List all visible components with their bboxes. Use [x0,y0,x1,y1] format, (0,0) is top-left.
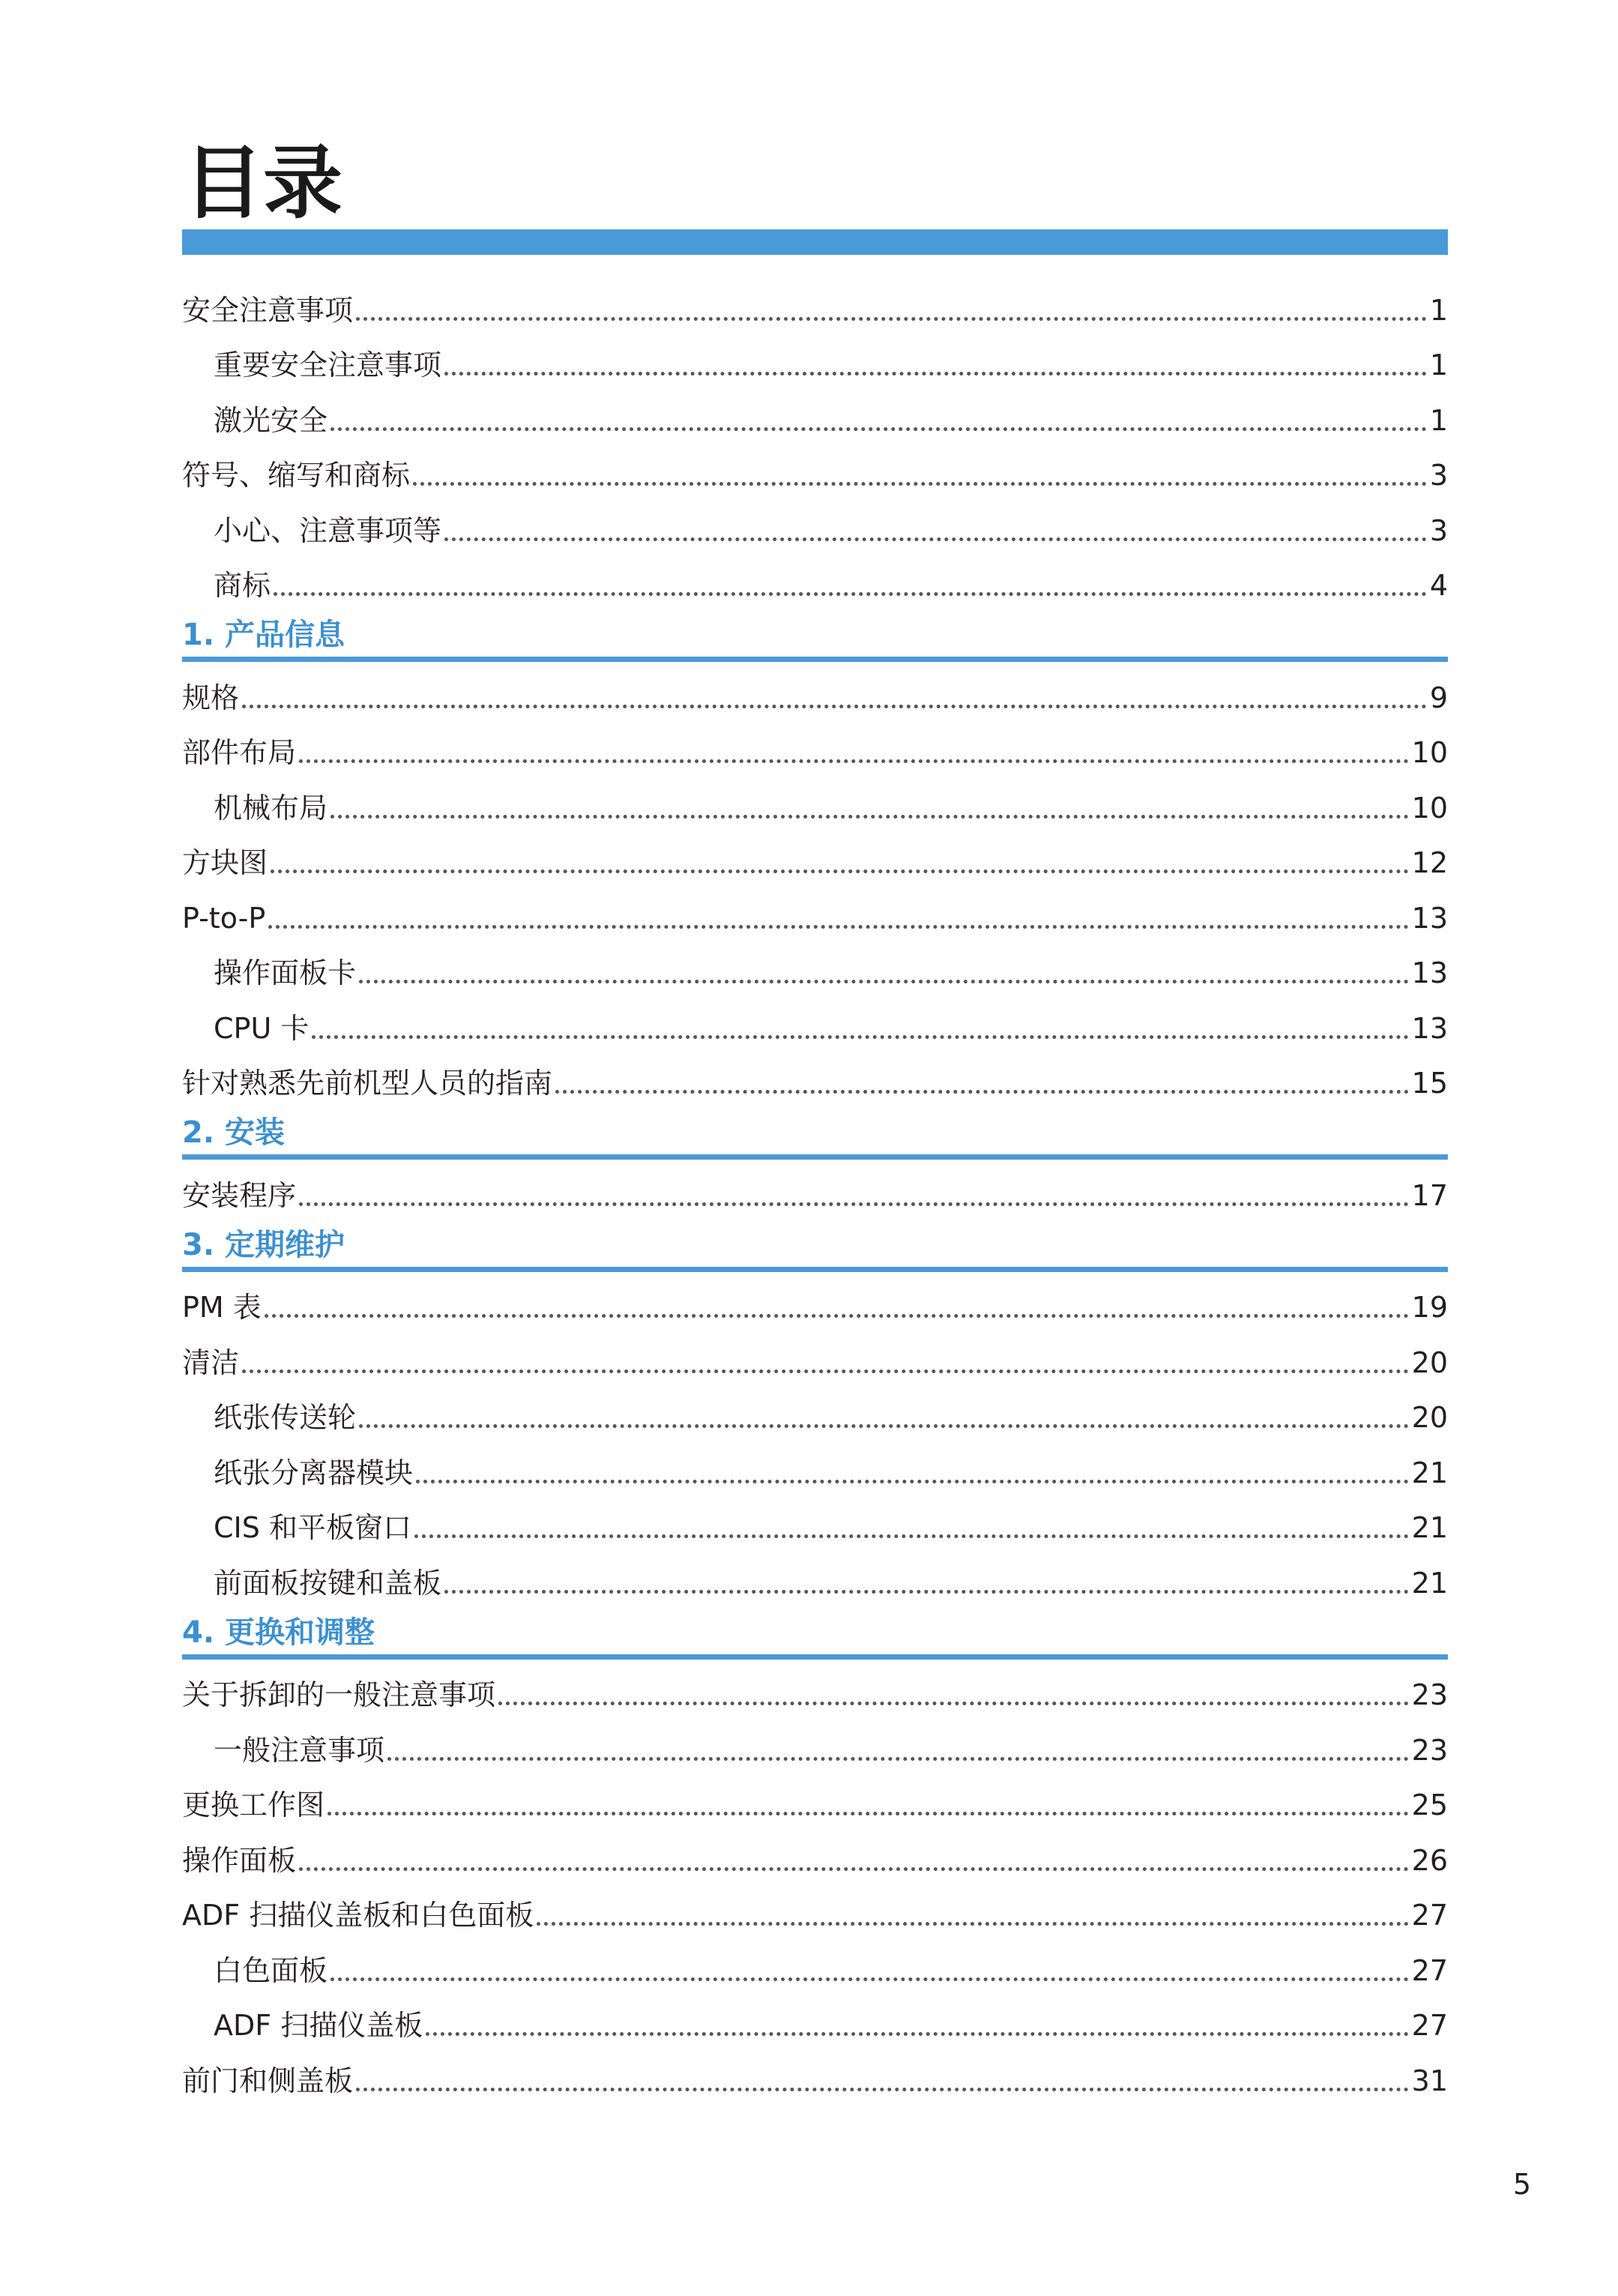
toc-entry[interactable] [182,882,1448,938]
toc-subentry[interactable] [182,1492,1448,1548]
toc-entry-label: 前门和侧盖板 [182,2064,354,2097]
dot-leader [268,925,1408,929]
toc-entry-label: CPU 卡 [214,1011,310,1045]
dot-leader [299,759,1409,763]
chapter-title: 2. 安装 [182,1115,285,1150]
toc-subentry[interactable] [182,1990,1448,2046]
toc-page-number: 21 [1411,1566,1448,1600]
toc-subentry[interactable] [182,385,1448,440]
toc-entry[interactable] [182,717,1448,773]
toc-entry[interactable] [182,828,1448,883]
toc-subentry[interactable] [182,772,1448,828]
toc-page-number: 13 [1411,956,1448,989]
dot-leader [356,2088,1409,2091]
toc-entry-label: 方块图 [182,846,268,879]
dot-leader [330,815,1409,819]
chapter-underline [182,1267,1448,1272]
toc-entry[interactable] [182,2045,1448,2100]
toc-entry-label: 重要安全注意事项 [214,349,442,382]
toc-chapter-heading[interactable] [182,605,1448,662]
toc-entry-label: 纸张分离器模块 [214,1456,414,1489]
toc-entry[interactable] [182,1770,1448,1825]
page-number: 5 [1512,2168,1531,2201]
toc-page-number: 26 [1411,1843,1448,1877]
toc-page-number: 1 [1429,349,1448,382]
toc-subentry[interactable] [182,550,1448,606]
toc-page-number: 20 [1411,1401,1448,1434]
toc-entry-label: 安装程序 [182,1178,297,1212]
toc-page-number: 23 [1411,1678,1448,1711]
toc-entry[interactable] [182,1048,1448,1103]
toc-entry-label: 一般注意事项 [214,1733,385,1767]
toc-entry-label: 操作面板 [182,1843,297,1877]
toc-page-number: 1 [1429,403,1448,437]
toc-entry-label: PM 表 [182,1291,262,1324]
chapter-title: 4. 更换和调整 [182,1615,375,1650]
dot-leader [359,980,1409,983]
toc-page-number: 12 [1411,846,1448,879]
dot-leader [327,1812,1409,1816]
toc-entry[interactable] [182,1327,1448,1382]
toc-entry-label: 符号、缩写和商标 [182,459,411,492]
dot-leader [413,482,1427,486]
toc-entry-label: 针对熟悉先前机型人员的指南 [182,1067,553,1100]
dot-leader [299,1202,1409,1206]
toc-page-number: 4 [1429,569,1448,602]
dot-leader [444,372,1427,376]
toc-chapter-heading[interactable] [182,1603,1448,1660]
dot-leader [299,1867,1409,1871]
dot-leader [426,2032,1408,2036]
toc-entry[interactable] [182,440,1448,495]
toc-page-number: 3 [1429,459,1448,492]
dot-leader [537,1922,1408,1926]
toc-entry-label: 规格 [182,681,240,714]
toc-page-number: 13 [1411,1011,1448,1045]
toc-subentry[interactable] [182,1935,1448,1990]
chapter-underline [182,1654,1448,1660]
toc-page-number: 17 [1411,1178,1448,1212]
toc-entry[interactable] [182,1660,1448,1715]
toc-entry-label: P-to-P [182,901,266,935]
chapter-underline [182,657,1448,662]
chapter-title: 3. 定期维护 [182,1227,345,1262]
dot-leader [271,870,1409,873]
toc-entry-label: 纸张传送轮 [214,1401,357,1434]
dot-leader [242,705,1427,708]
toc-page-number: 13 [1411,901,1448,935]
toc-page-number: 27 [1411,2009,1448,2042]
toc-subentry[interactable] [182,1547,1448,1603]
toc-entry[interactable] [182,1160,1448,1215]
toc-page-number: 15 [1411,1067,1448,1100]
dot-leader [274,592,1427,596]
dot-leader [330,427,1427,431]
toc-entry-label: 商标 [214,569,271,602]
toc-entry-label: 操作面板卡 [214,956,357,989]
chapter-title: 1. 产品信息 [182,618,345,652]
toc-page-number: 10 [1411,736,1448,769]
toc-page-number: 1 [1429,293,1448,327]
toc-entry-label: 安全注意事项 [182,293,354,327]
dot-leader [312,1035,1408,1039]
dot-leader [330,1977,1409,1981]
toc-page-number: 10 [1411,791,1448,825]
dot-leader [359,1424,1409,1428]
toc-entry-label: 白色面板 [214,1953,328,1987]
toc-page-number: 19 [1411,1291,1448,1324]
dot-leader [265,1314,1409,1318]
toc-entry[interactable] [182,274,1448,330]
toc-page-number: 27 [1411,1899,1448,1932]
toc-entry-label: 更换工作图 [182,1789,325,1822]
chapter-underline [182,1154,1448,1160]
toc-chapter-heading[interactable] [182,1215,1448,1272]
toc-subentry[interactable] [182,1382,1448,1438]
dot-leader [416,1480,1409,1483]
dot-leader [444,1590,1409,1594]
dot-leader [356,317,1427,321]
toc-subentry[interactable] [182,495,1448,550]
toc-entry-label: 前面板按键和盖板 [214,1566,442,1600]
toc-page-number: 21 [1411,1456,1448,1489]
toc-entry[interactable] [182,1880,1448,1935]
toc-entry-label: 机械布局 [214,791,328,825]
toc-page-number: 31 [1411,2064,1448,2097]
toc-subentry[interactable] [182,330,1448,385]
toc-subentry[interactable] [182,992,1448,1048]
toc-entry-label: 关于拆卸的一般注意事项 [182,1678,496,1711]
toc-chapter-heading[interactable] [182,1103,1448,1160]
dot-leader [444,537,1427,541]
dot-leader [555,1090,1409,1094]
toc-page-number: 23 [1411,1733,1448,1767]
toc-page-number: 9 [1429,681,1448,714]
toc-entry[interactable] [182,1272,1448,1328]
dot-leader [242,1370,1409,1373]
toc-entry[interactable] [182,1825,1448,1880]
toc-subentry[interactable] [182,1437,1448,1492]
dot-leader [387,1757,1409,1761]
toc-entry-label: 激光安全 [214,403,328,437]
toc-entry-label: ADF 扫描仪盖板 [214,2009,423,2042]
toc-entry-label: ADF 扫描仪盖板和白色面板 [182,1899,534,1932]
toc-entry[interactable] [182,662,1448,717]
dot-leader [498,1702,1409,1705]
toc-subentry[interactable] [182,1714,1448,1770]
toc-entry-label: CIS 和平板窗口 [214,1511,411,1544]
toc-page-number: 3 [1429,513,1448,547]
toc-entry-label: 小心、注意事项等 [214,513,442,547]
toc-entry-label: 清洁 [182,1346,240,1379]
toc-entry-label: 部件布局 [182,736,297,769]
toc-page-number: 27 [1411,1953,1448,1987]
toc-subentry[interactable] [182,938,1448,993]
dot-leader [414,1534,1409,1538]
title-underline-bar [182,229,1448,255]
table-of-contents [182,274,1448,2100]
toc-page-number: 25 [1411,1789,1448,1822]
page-title: 目录 [184,137,342,229]
toc-page-number: 20 [1411,1346,1448,1379]
toc-page-number: 21 [1411,1511,1448,1544]
